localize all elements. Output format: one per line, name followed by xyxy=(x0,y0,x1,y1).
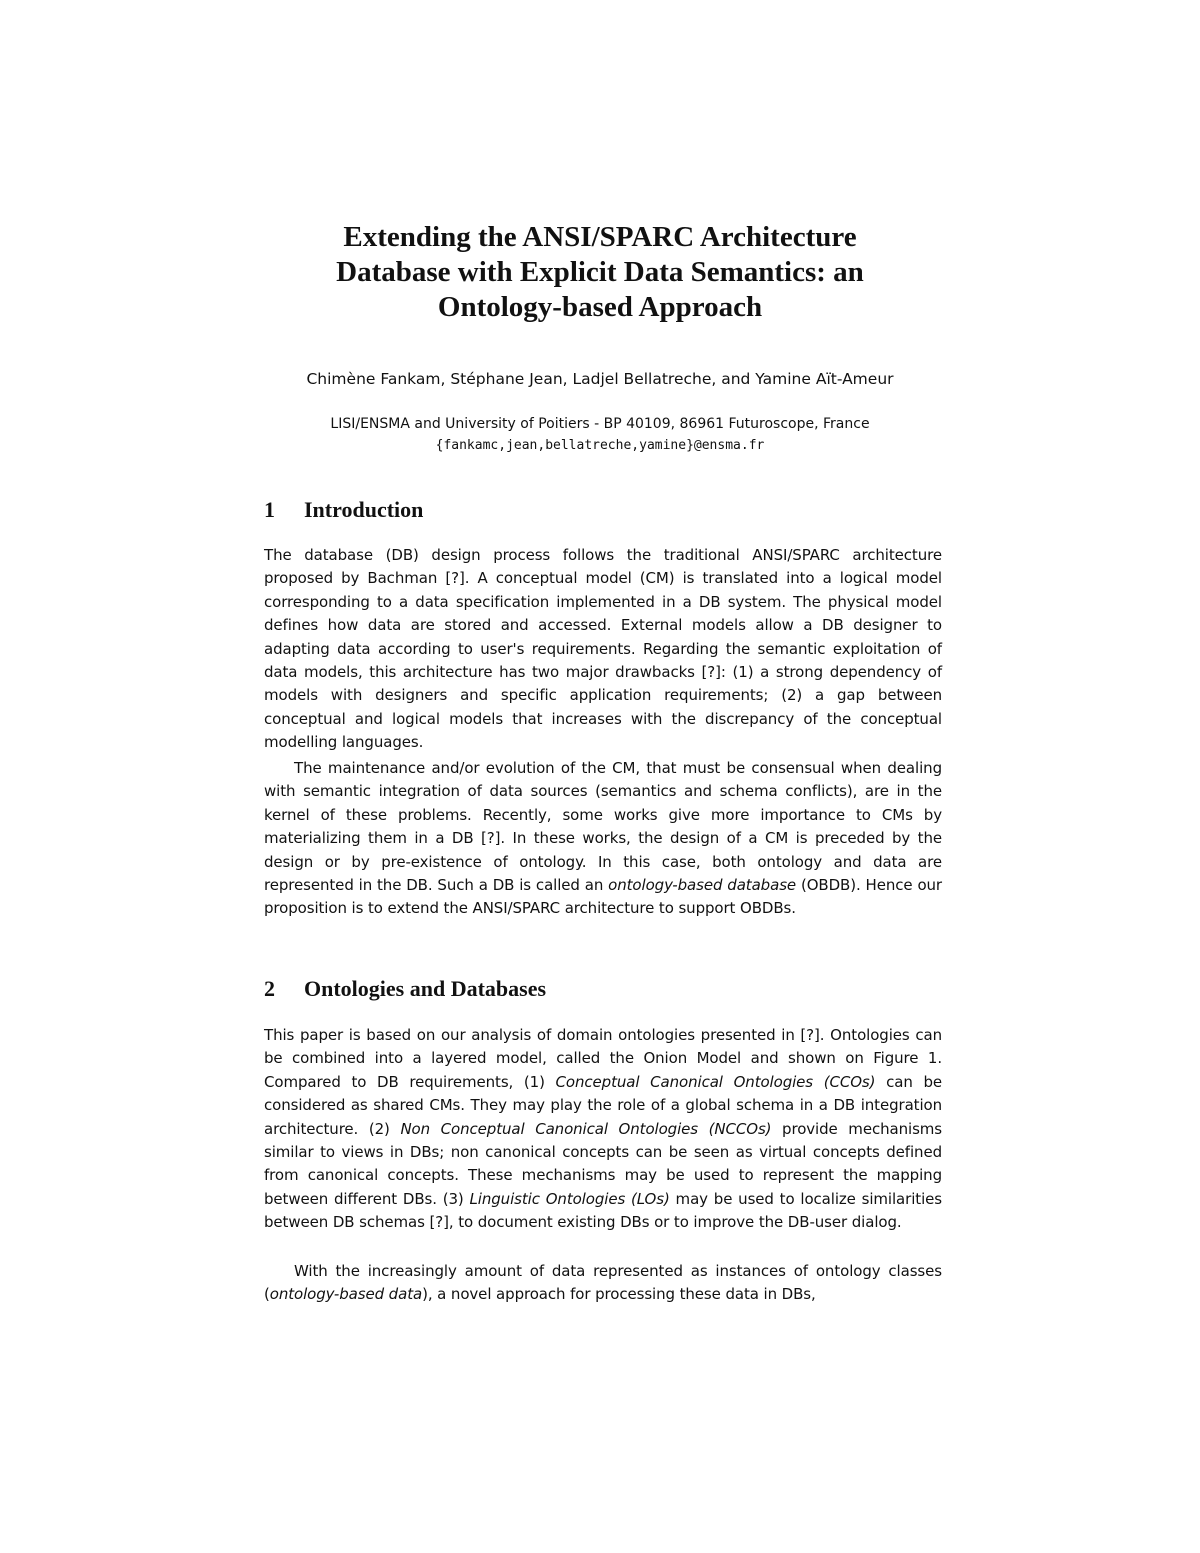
paragraph-text: This paper is based on our analysis of domain ontologies presented in [?]. Ontologies can be combined into a layered model, called the Onion Model and shown on Figure 1. Compared to DB requirements, (1) xyxy=(264,1026,942,1091)
section-title: Introduction xyxy=(304,497,424,522)
emphasis-term: Non Conceptual Canonical Ontologies (NCCOs) xyxy=(400,1119,772,1138)
emphasis-term: Conceptual Canonical Ontologies (CCOs) xyxy=(555,1072,876,1091)
paragraph-text: can be considered as shared CMs. They may play the role of a global schema in a DB integration architecture. (2) xyxy=(264,1072,942,1138)
email-addresses: {fankamc,jean,bellatreche,yamine}@ensma.fr xyxy=(435,438,765,453)
emphasis-term: ontology-based database xyxy=(608,876,797,895)
affiliation-block xyxy=(150,413,1050,457)
section-number: 1 xyxy=(264,497,275,522)
author-list: Chimène Fankam, Stéphane Jean, Ladjel Bellatreche, and Yamine Aït-Ameur xyxy=(306,370,894,388)
paragraph xyxy=(264,544,942,755)
paragraph-text: The maintenance and/or evolution of the CM, that must be consensual when dealing with semantic integration of data sources (semantics and schema conflicts), are in the kernel of these problems. Recently, some works give more importance to CMs by materializing them in a DB [?]. In these works, the design of a CM is preceded by the design or by pre-existence of ontology. In this case, both ontology and data are represented in the DB. Such a DB is called an xyxy=(264,759,942,895)
title-line: Database with Explicit Data Semantics: an xyxy=(336,256,864,288)
paragraph-text: (OBDB). Hence our proposition is to extend the ANSI/SPARC architecture to support OBDBs. xyxy=(264,876,942,918)
emphasis-term: Linguistic Ontologies (LOs) xyxy=(469,1189,670,1208)
paragraph-text: With the increasingly amount of data represented as instances of ontology classes ( xyxy=(264,1262,942,1304)
paragraph-text: The database (DB) design process follows the traditional ANSI/SPARC architecture proposed by Bachman [?]. A conceptual model (CM) is translated into a logical model corresponding to a data specification implemented in a DB system. The physical model defines how data are stored and accessed. External models allow a DB designer to adapting data according to user's requirements. Regarding the semantic exploitation of data models, this architecture has two major drawbacks [?]: (1) a strong dependency of models with designers and specific application requirements; (2) a gap between conceptual and logical models that increases with the discrepancy of the conceptual modelling languages. xyxy=(264,546,942,752)
title-line: Extending the ANSI/SPARC Architecture xyxy=(343,221,857,253)
paragraph-text: may be used to localize similarities between DB schemas [?], to document existing DBs or to improve the DB-user dialog. xyxy=(264,1189,942,1232)
affiliation: LISI/ENSMA and University of Poitiers - BP 40109, 86961 Futuroscope, France xyxy=(330,416,870,432)
paragraph xyxy=(264,1024,942,1235)
section-number: 2 xyxy=(264,976,275,1001)
title-line: Ontology-based Approach xyxy=(437,291,763,323)
paragraph xyxy=(264,1260,942,1307)
paragraph-text: ), a novel approach for processing these data in DBs, xyxy=(422,1285,816,1304)
section-title: Ontologies and Databases xyxy=(304,976,547,1001)
section-heading-introduction xyxy=(264,497,423,523)
emphasis-term: ontology-based data xyxy=(269,1285,423,1304)
paragraph xyxy=(264,757,942,921)
paper-title xyxy=(150,220,1050,325)
section-heading-ontologies-and-databases xyxy=(264,976,546,1002)
paragraph-text: provide mechanisms similar to views in DBs; non canonical concepts can be seen as virtual concepts defined from canonical concepts. These mechanisms may be used to represent the mapping between different DBs. (3) xyxy=(264,1119,943,1208)
